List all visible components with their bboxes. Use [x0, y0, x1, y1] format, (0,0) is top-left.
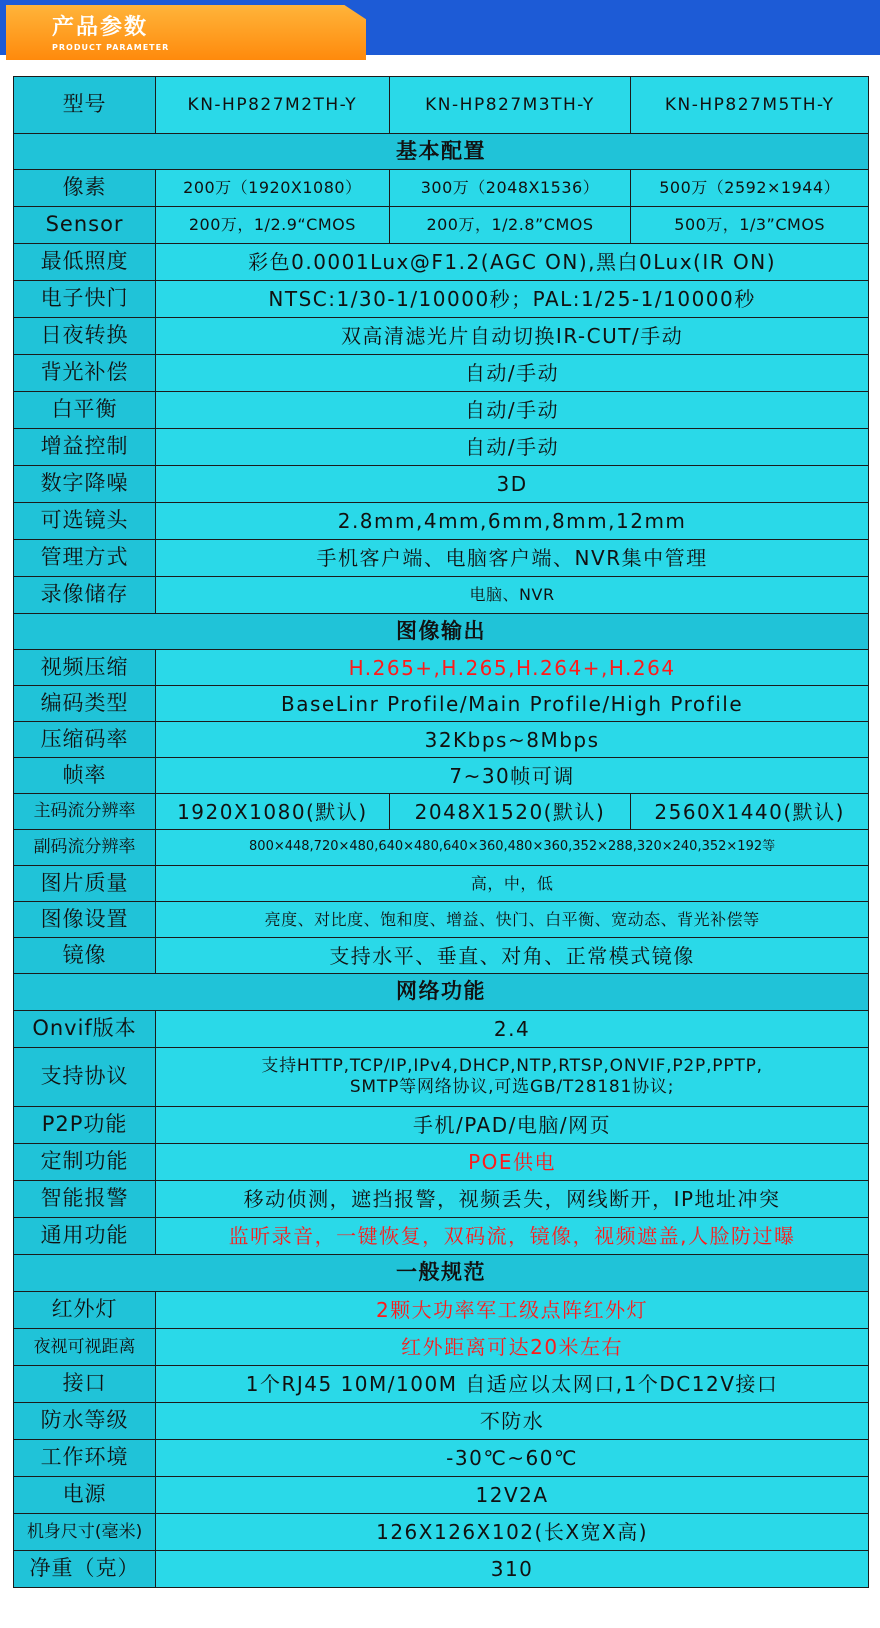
value-cell: 自动/手动	[156, 355, 869, 392]
row-label: 工作环境	[14, 1440, 156, 1477]
table-row	[14, 1218, 869, 1255]
table-row	[14, 244, 869, 281]
value-cell: 1920X1080(默认)	[156, 794, 389, 830]
value-cell: 1个RJ45 10M/100M 自适应以太网口,1个DC12V接口	[156, 1366, 869, 1403]
table-row	[14, 722, 869, 758]
value-cell: 自动/手动	[156, 429, 869, 466]
table-row	[14, 1329, 869, 1366]
table-row	[14, 1440, 869, 1477]
table-row-model	[14, 77, 869, 134]
value-cell: 12V2A	[156, 1477, 869, 1514]
row-label: 增益控制	[14, 429, 156, 466]
table-row	[14, 1514, 869, 1551]
row-label: 像素	[14, 170, 156, 207]
value-cell: 800×448,720×480,640×480,640×360,480×360,352×288,320×240,352×192等	[156, 830, 869, 866]
table-row	[14, 1181, 869, 1218]
table-row	[14, 1477, 869, 1514]
row-label: 可选镜头	[14, 503, 156, 540]
table-row	[14, 1011, 869, 1048]
table-row	[14, 281, 869, 318]
value-cell: 2560X1440(默认)	[631, 794, 869, 830]
model-cell: KN-HP827M3TH-Y	[389, 77, 631, 134]
value-cell: 500万，1/3”CMOS	[631, 207, 869, 244]
row-label: 支持协议	[14, 1048, 156, 1107]
value-cell: 亮度、对比度、饱和度、增益、快门、白平衡、宽动态、背光补偿等	[156, 902, 869, 938]
row-label: 主码流分辨率	[14, 794, 156, 830]
value-cell: 移动侦测，遮挡报警，视频丢失，网线断开，IP地址冲突	[156, 1181, 869, 1218]
table-row	[14, 1048, 869, 1107]
table-row	[14, 466, 869, 503]
row-label: 红外灯	[14, 1292, 156, 1329]
spec-table	[13, 76, 869, 1588]
table-row	[14, 1403, 869, 1440]
value-cell: 手机客户端、电脑客户端、NVR集中管理	[156, 540, 869, 577]
section-row	[14, 974, 869, 1011]
table-row	[14, 866, 869, 902]
section-title: 图像输出	[14, 614, 869, 650]
row-label: 接口	[14, 1366, 156, 1403]
table-row	[14, 577, 869, 614]
table-row	[14, 429, 869, 466]
value-cell: H.265+,H.265,H.264+,H.264	[156, 650, 869, 686]
section-title: 基本配置	[14, 134, 869, 170]
row-label: 最低照度	[14, 244, 156, 281]
row-label: 数字降噪	[14, 466, 156, 503]
row-label: 图片质量	[14, 866, 156, 902]
table-row	[14, 1292, 869, 1329]
table-row	[14, 318, 869, 355]
table-row	[14, 540, 869, 577]
table-row	[14, 794, 869, 830]
table-row	[14, 1551, 869, 1588]
value-cell: 电脑、NVR	[156, 577, 869, 614]
table-row	[14, 758, 869, 794]
value-cell: 监听录音，一键恢复，双码流，镜像，视频遮盖,人脸防过曝	[156, 1218, 869, 1255]
row-label: Onvif版本	[14, 1011, 156, 1048]
section-row	[14, 614, 869, 650]
table-row	[14, 207, 869, 244]
value-cell: 彩色0.0001Lux@F1.2(AGC ON),黑白0Lux(IR ON)	[156, 244, 869, 281]
table-row	[14, 938, 869, 974]
value-cell: -30℃~60℃	[156, 1440, 869, 1477]
value-cell: 300万（2048X1536）	[389, 170, 631, 207]
value-cell: 7~30帧可调	[156, 758, 869, 794]
value-cell: BaseLinr Profile/Main Profile/High Profile	[156, 686, 869, 722]
row-label: 智能报警	[14, 1181, 156, 1218]
value-cell: 310	[156, 1551, 869, 1588]
section-row	[14, 1255, 869, 1292]
row-label: 夜视可视距离	[14, 1329, 156, 1366]
value-cell: 双高清滤光片自动切换IR-CUT/手动	[156, 318, 869, 355]
value-cell: 高，中，低	[156, 866, 869, 902]
row-label: 背光补偿	[14, 355, 156, 392]
row-label: Sensor	[14, 207, 156, 244]
table-row	[14, 686, 869, 722]
value-cell: 自动/手动	[156, 392, 869, 429]
row-label: 通用功能	[14, 1218, 156, 1255]
value-cell: NTSC:1/30-1/10000秒；PAL:1/25-1/10000秒	[156, 281, 869, 318]
banner-subtitle: PRODUCT PARAMETER	[52, 43, 170, 52]
value-cell: 200万，1/2.9“CMOS	[156, 207, 389, 244]
row-label: 副码流分辨率	[14, 830, 156, 866]
table-row	[14, 650, 869, 686]
row-label: P2P功能	[14, 1107, 156, 1144]
value-cell: 2.8mm,4mm,6mm,8mm,12mm	[156, 503, 869, 540]
row-label: 型号	[14, 77, 156, 134]
row-label: 电源	[14, 1477, 156, 1514]
table-row	[14, 1144, 869, 1181]
section-title: 网络功能	[14, 974, 869, 1011]
table-row	[14, 503, 869, 540]
value-cell: 200万，1/2.8”CMOS	[389, 207, 631, 244]
row-label: 图像设置	[14, 902, 156, 938]
model-cell: KN-HP827M5TH-Y	[631, 77, 869, 134]
protocols-line: SMTP等网络协议,可选GB/T28181协议;	[349, 1077, 675, 1097]
value-cell: 2颗大功率军工级点阵红外灯	[156, 1292, 869, 1329]
value-cell: 3D	[156, 466, 869, 503]
model-cell: KN-HP827M2TH-Y	[156, 77, 389, 134]
value-cell	[156, 1048, 869, 1107]
row-label: 管理方式	[14, 540, 156, 577]
value-cell: 不防水	[156, 1403, 869, 1440]
value-cell: 手机/PAD/电脑/网页	[156, 1107, 869, 1144]
row-label: 日夜转换	[14, 318, 156, 355]
value-cell: 500万（2592×1944）	[631, 170, 869, 207]
table-row	[14, 830, 869, 866]
table-row	[14, 1366, 869, 1403]
banner-title: 产品参数	[52, 15, 149, 40]
section-title: 一般规范	[14, 1255, 869, 1292]
protocols-line: 支持HTTP,TCP/IP,IPv4,DHCP,NTP,RTSP,ONVIF,P2P,PPTP,	[261, 1055, 763, 1076]
row-label: 视频压缩	[14, 650, 156, 686]
value-cell: 126X126X102(长X宽X高)	[156, 1514, 869, 1551]
table-row	[14, 1107, 869, 1144]
value-cell: 2048X1520(默认)	[389, 794, 631, 830]
value-cell: 32Kbps~8Mbps	[156, 722, 869, 758]
row-label: 防水等级	[14, 1403, 156, 1440]
row-label: 编码类型	[14, 686, 156, 722]
row-label: 白平衡	[14, 392, 156, 429]
row-label: 定制功能	[14, 1144, 156, 1181]
table-row	[14, 392, 869, 429]
row-label: 电子快门	[14, 281, 156, 318]
value-cell: 红外距离可达20米左右	[156, 1329, 869, 1366]
section-row	[14, 134, 869, 170]
row-label: 净重（克）	[14, 1551, 156, 1588]
row-label: 压缩码率	[14, 722, 156, 758]
value-cell: 200万（1920X1080）	[156, 170, 389, 207]
banner	[0, 0, 880, 60]
value-cell: POE供电	[156, 1144, 869, 1181]
value-cell: 2.4	[156, 1011, 869, 1048]
row-label: 帧率	[14, 758, 156, 794]
row-label: 录像储存	[14, 577, 156, 614]
row-label: 镜像	[14, 938, 156, 974]
table-row	[14, 355, 869, 392]
value-cell: 支持水平、垂直、对角、正常模式镜像	[156, 938, 869, 974]
row-label: 机身尺寸(毫米)	[14, 1514, 156, 1551]
table-row	[14, 902, 869, 938]
table-row	[14, 170, 869, 207]
